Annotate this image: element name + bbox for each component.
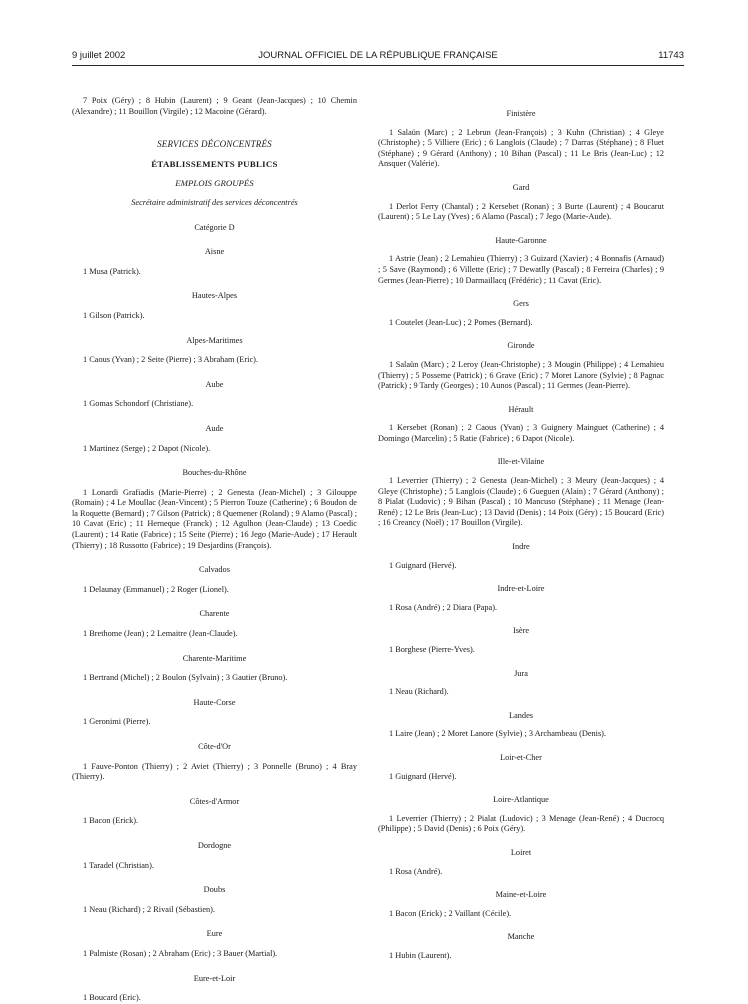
department-heading: Dordogne <box>197 840 232 850</box>
department-heading: Doubs <box>203 885 226 895</box>
department-heading: Isère <box>512 626 530 636</box>
department-heading: Indre-et-Loire <box>497 584 545 594</box>
department-list: 1 Martinez (Serge) ; 2 Dapot (Nicole). <box>83 443 211 453</box>
department-heading: Indre <box>512 542 530 552</box>
services-heading: SERVICES DÉCONCENTRÉS <box>157 139 272 150</box>
department-list: 1 Coutelet (Jean-Luc) ; 2 Pomes (Bernard). <box>389 317 533 327</box>
department-heading: Ille-et-Vilaine <box>497 457 545 467</box>
department-heading: Calvados <box>199 565 230 575</box>
department-heading: Aube <box>205 379 224 389</box>
department-heading: Maine-et-Loire <box>495 890 547 900</box>
department-list: 1 Borghese (Pierre-Yves). <box>389 645 475 654</box>
department-list: 1 Guignard (Hervé). <box>389 560 457 570</box>
department-heading: Landes <box>509 710 533 720</box>
department-list: 1 Geronimi (Pierre). <box>83 717 151 727</box>
department-list: 1 Gilson (Patrick). <box>83 310 145 320</box>
department-list: 1 Neau (Richard) ; 2 Rivail (Sébastien). <box>83 904 216 914</box>
department-heading: Gironde <box>507 341 535 351</box>
department-heading: Eure-et-Loir <box>193 973 236 983</box>
department-heading: Gers <box>513 299 529 309</box>
department-list: 1 Laire (Jean) ; 2 Moret Lanore (Sylvie) ; 3 Archambeau (Denis). <box>389 729 607 739</box>
department-heading: Manche <box>507 932 535 942</box>
department-heading: Eure <box>206 929 223 939</box>
emplois-heading: EMPLOIS GROUPÉS <box>175 178 254 189</box>
department-list: 1 Bertrand (Michel) ; 2 Boulon (Sylvain) ; 3 Gautier (Bruno). <box>83 673 288 683</box>
page-number: 11743 <box>658 50 684 61</box>
department-list: 1 Lonardi Grafiadis (Marie-Pierre) ; 2 Genesta (Jean-Michel) ; 3 Gilouppe (Romain) ; 4 Le Moullac (Jean-Vincent) ; 5 Pierron Touze (Catherine) ; 6 Boudon de la Roquette (Bernard) ; 7 Gilson (Patrick) ; 8 Quemener (Roland) ; 9 Alamo (Pascal) ; 10 Cavat (Eric) ; 11 Herneque (Franck) ; 12 Agulhon (Jean-Claude) ; 13 Coedic (Laurent) ; 14 Ratie (Fabrice) ; 15 Seite (Pierre) ; 16 Jego (Marie-Aude) ; 17 Herault (Thierry) ; 18 Russotto (Fabrice) ; 19 Desjardins (François). <box>72 487 358 550</box>
department-list: 1 Palmiste (Rosan) ; 2 Abraham (Eric) ; 3 Bauer (Martial). <box>83 948 278 958</box>
department-list: 1 Boucard (Eric). <box>83 993 141 1003</box>
department-heading: Jura <box>514 668 528 678</box>
header-rule <box>72 65 684 66</box>
left-column <box>72 96 357 1004</box>
header-date: 9 juillet 2002 <box>72 50 126 61</box>
department-heading: Charente-Maritime <box>182 653 247 663</box>
department-heading: Aude <box>205 423 224 433</box>
department-list: 1 Rosa (André). <box>389 866 443 876</box>
department-heading: Loire-Atlantique <box>493 795 549 805</box>
department-heading: Hautes-Alpes <box>191 291 238 301</box>
department-list: 1 Astrie (Jean) ; 2 Lemahieu (Thierry) ; 3 Guizard (Xavier) ; 4 Bonnafis (Arnaud) ; 5 Save (Raymond) ; 6 Villette (Eric) ; 7 Dewatlly (Pascal) ; 8 Ferreira (Charles) ; 9 Germes (Jean-Pierre) ; 10 Darmaillacq (Frédéric) ; 11 Cavat (Eric). <box>378 254 664 285</box>
department-list: 1 Delaunay (Emmanuel) ; 2 Roger (Lionel). <box>83 584 229 594</box>
department-heading: Hérault <box>508 404 534 414</box>
department-list: 1 Salaün (Marc) ; 2 Leroy (Jean-Christophe) ; 3 Mougin (Philippe) ; 4 Lemahieu (Thierry) ; 5 Posseme (Patrick) ; 6 Grave (Eric) ; 7 Moret Lanore (Sylvie) ; 8 Pagnac (Patrick) ; 9 Tardy (Georges) ; 10 Aunos (Pascal) ; 11 Germes (Jean-Pierre). <box>378 359 664 391</box>
page-header <box>72 50 684 64</box>
etablissements-heading: ÉTABLISSEMENTS PUBLICS <box>151 158 278 169</box>
categorie-heading: Catégorie D <box>194 222 235 232</box>
right-column <box>378 96 664 962</box>
department-heading: Côtes-d'Armor <box>189 796 240 806</box>
department-heading: Aisne <box>204 247 225 257</box>
department-list: 1 Bacon (Erick). <box>83 816 139 826</box>
department-list: 1 Rosa (André) ; 2 Diara (Papa). <box>389 602 498 612</box>
department-heading: Charente <box>199 609 230 619</box>
department-heading: Alpes-Maritimes <box>186 335 243 345</box>
department-heading: Haute-Garonne <box>495 235 547 245</box>
intro-paragraph: 7 Poix (Géry) ; 8 Hubin (Laurent) ; 9 Geant (Jean-Jacques) ; 10 Chemin (Alexandre) ; 11 Bouillon (Virgile) ; 12 Macoine (Gérard). <box>72 96 357 116</box>
department-list: 1 Guignard (Hervé). <box>389 771 457 781</box>
department-heading: Loiret <box>510 847 532 857</box>
department-list: 1 Taradel (Christian). <box>83 860 154 870</box>
journal-title: JOURNAL OFFICIEL DE LA RÉPUBLIQUE FRANÇAISE <box>258 50 498 61</box>
department-list: 1 Leverrier (Thierry) ; 2 Genesta (Jean-Michel) ; 3 Meury (Jean-Jacques) ; 4 Gleye (Christophe) ; 5 Langlois (Claude) ; 6 Gueguen (Alain) ; 7 Gérard (Anthony) ; 8 Pialat (Ludovic) ; 9 Bihan (Pascal) ; 10 Mancuso (Stéphane) ; 11 Menage (Jean-René) ; 12 Le Bris (Jean-Luc) ; 13 David (Denis) ; 14 Poix (Géry) ; 15 Boucard (Eric) ; 16 Creancy (Noël) ; 17 Bouillon (Virgile). <box>378 476 664 528</box>
department-list: 1 Musa (Patrick). <box>83 266 141 276</box>
department-list: 1 Gomas Schondorf (Christiane). <box>83 399 194 409</box>
department-heading: Côte-d'Or <box>198 742 231 751</box>
department-heading: Gard <box>512 182 530 192</box>
department-list: 1 Bacon (Erick) ; 2 Vaillant (Cécile). <box>389 908 512 918</box>
department-heading: Haute-Corse <box>193 697 236 707</box>
secretaire-heading: Secrétaire administratif des services déconcentrés <box>131 197 298 207</box>
department-list: 1 Kersebet (Ronan) ; 2 Caous (Yvan) ; 3 Guignery Mainguet (Catherine) ; 4 Domingo (Marcelin) ; 5 Ratie (Fabrice) ; 6 Dapot (Nicole). <box>378 423 664 443</box>
department-heading: Loir-et-Cher <box>500 752 542 762</box>
department-list: 1 Leverrier (Thierry) ; 2 Pialat (Ludovic) ; 3 Menage (Jean-René) ; 4 Ducrocq (Philippe) ; 5 David (Denis) ; 6 Poix (Géry). <box>378 813 664 834</box>
department-heading: Bouches-du-Rhône <box>182 468 247 478</box>
department-list: 1 Fauve-Ponton (Thierry) ; 2 Aviet (Thierry) ; 3 Ponnelle (Bruno) ; 4 Bray (Thierry). <box>72 761 357 782</box>
department-list: 1 Caous (Yvan) ; 2 Seite (Pierre) ; 3 Abraham (Eric). <box>83 355 258 365</box>
department-list: 1 Neau (Richard). <box>389 687 449 697</box>
left-sections <box>72 247 357 1004</box>
department-heading: Finistère <box>506 109 536 118</box>
department-list: 1 Brethome (Jean) ; 2 Lemaitre (Jean-Claude). <box>83 629 238 639</box>
department-list: 1 Hubin (Laurent). <box>389 950 452 960</box>
department-list: 1 Derlot Ferry (Chantal) ; 2 Kersebet (Ronan) ; 3 Burte (Laurent) ; 4 Boucarut (Laurent) ; 5 Le Lay (Yves) ; 6 Alamo (Pascal) ; 7 Jego (Marie-Aude). <box>378 201 664 222</box>
department-list: 1 Salaün (Marc) ; 2 Lebrun (Jean-François) ; 3 Kuhn (Christian) ; 4 Gleye (Christophe) ; 5 Villiere (Eric) ; 6 Langlois (Claude) ; 7 Darras (Stéphane) ; 8 Fluet (Stéphane) ; 9 Gérard (Anthony) ; 10 Bihan (Pascal) ; 11 Le Bris (Jean-Luc) ; 12 Ansquer (Valérie). <box>378 127 664 169</box>
right-sections <box>378 109 664 962</box>
